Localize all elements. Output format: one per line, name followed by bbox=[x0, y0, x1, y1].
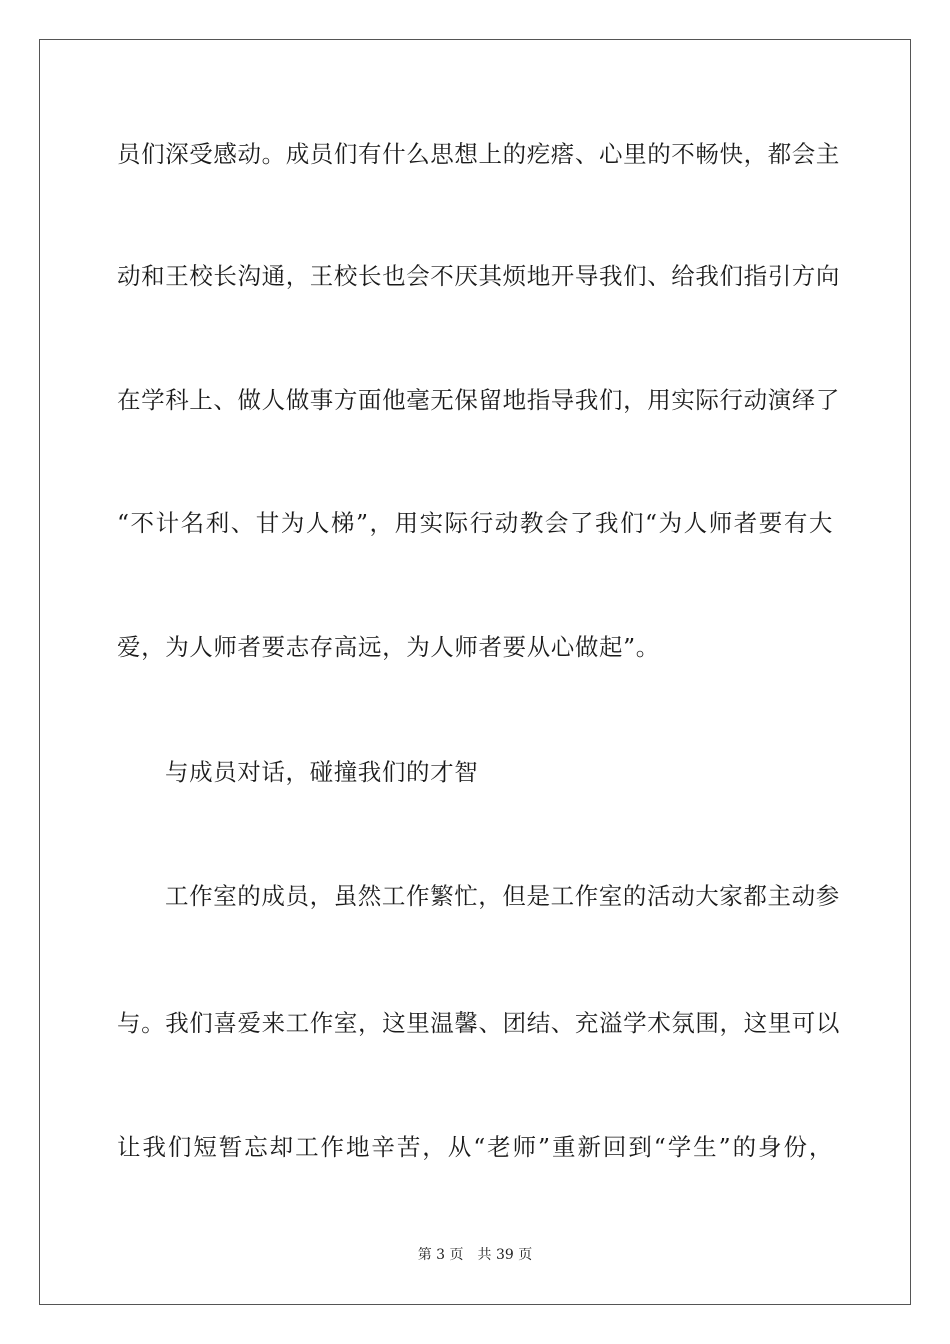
body-text-line: 工作室的成员，虽然工作繁忙，但是工作室的活动大家都主动参 bbox=[165, 882, 840, 910]
body-text-line: 在学科上、做人做事方面他毫无保留地指导我们，用实际行动演绎了 bbox=[117, 386, 840, 414]
body-text-line: 让我们短暂忘却工作地辛苦，从“老师”重新回到“学生”的身份， bbox=[117, 1133, 833, 1161]
section-heading: 与成员对话，碰撞我们的才智 bbox=[165, 758, 479, 786]
body-text-line: “不计名利、甘为人梯”，用实际行动教会了我们“为人师者要有大 bbox=[117, 509, 833, 537]
body-text-line: 爱，为人师者要志存高远，为人师者要从心做起”。 bbox=[117, 633, 660, 661]
page-border bbox=[39, 39, 911, 1305]
body-text-line: 员们深受感动。成员们有什么思想上的疙瘩、心里的不畅快，都会主 bbox=[117, 140, 840, 168]
page-footer bbox=[0, 1245, 950, 1265]
body-text-line: 动和王校长沟通，王校长也会不厌其烦地开导我们、给我们指引方向 bbox=[117, 262, 840, 290]
body-text-line: 与。我们喜爱来工作室，这里温馨、团结、充溢学术氛围，这里可以 bbox=[117, 1009, 840, 1037]
page-total: 共 39 页 bbox=[477, 1247, 533, 1263]
page-number: 第 3 页 bbox=[417, 1247, 464, 1263]
